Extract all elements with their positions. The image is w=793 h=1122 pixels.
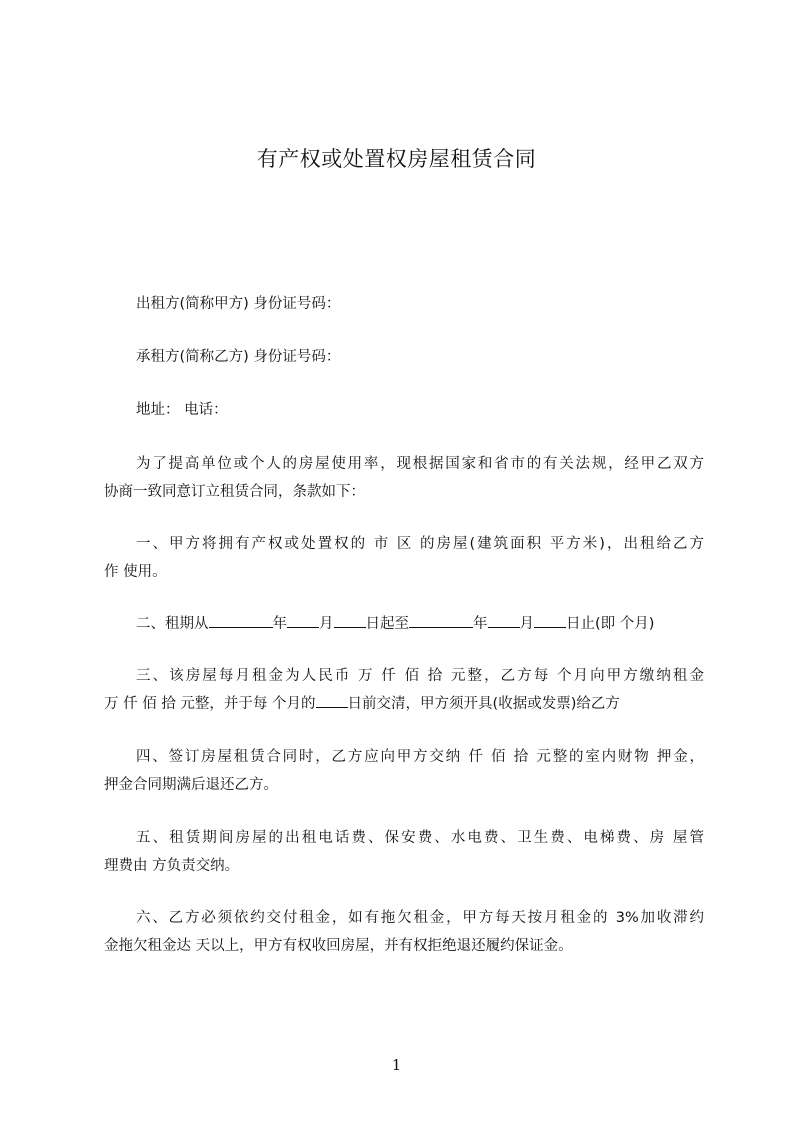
clause-1-line-2: 作 使用。	[104, 564, 167, 580]
lessor-line: 出租方(简称甲方) 身份证号码：	[136, 296, 341, 312]
start-day-blank	[334, 613, 366, 628]
end-year-blank	[409, 613, 473, 628]
clause-6-line-2: 金拖欠租金达 天以上，甲方有权收回房屋，并有权拒绝退还履约保证金。	[104, 938, 573, 954]
page-number: 1	[391, 1056, 402, 1074]
clause-2-year-1: 年	[272, 616, 287, 632]
clause-2-month-1: 月	[319, 616, 334, 632]
clause-6-line-1: 六、乙方必须依约交付租金，如有拖欠租金，甲方每天按月租金的 3%加收滞约	[136, 910, 704, 926]
start-year-blank	[209, 613, 273, 628]
end-month-blank	[488, 613, 520, 628]
end-day-blank	[534, 613, 566, 628]
address-line: 地址： 电话：	[136, 402, 228, 418]
clause-5-line-2: 理费由 方负责交纳。	[104, 858, 240, 874]
clause-3-line-2-prefix: 万 仟 佰 拾 元整，并于每 个月的	[104, 696, 316, 712]
clause-2-line	[136, 612, 736, 633]
document-title: 有产权或处置权房屋租赁合同	[256, 147, 537, 171]
clause-4-line-2: 押金合同期满后退还乙方。	[104, 777, 278, 793]
clause-2-year-2: 年	[473, 616, 488, 632]
intro-line-2: 协商一致同意订立租赁合同，条款如下：	[104, 484, 365, 500]
payment-day-blank	[316, 693, 348, 708]
clause-1-line-1: 一、甲方将拥有产权或处置权的 市 区 的房屋(建筑面积 平方米)，出租给乙方	[136, 536, 704, 552]
clause-3-line-2-suffix: 日前交清，甲方须开具(收据或发票)给乙方	[347, 696, 620, 712]
clause-3-line-1: 三、该房屋每月租金为人民币 万 仟 佰 拾 元整，乙方每 个月向甲方缴纳租金	[136, 668, 704, 684]
start-month-blank	[287, 613, 319, 628]
intro-line-1: 为了提高单位或个人的房屋使用率，现根据国家和省市的有关法规，经甲乙双方	[136, 456, 704, 472]
clause-5-line-1: 五、租赁期间房屋的出租电话费、保安费、水电费、卫生费、电梯费、房 屋管	[136, 830, 704, 846]
clause-2-day-1: 日起至	[365, 616, 409, 632]
lessee-line: 承租方(简称乙方) 身份证号码：	[136, 349, 341, 365]
clause-4-line-1: 四、签订房屋租赁合同时，乙方应向甲方交纳 仟 佰 拾 元整的室内财物 押金，	[136, 749, 704, 765]
clause-2-month-2: 月	[519, 616, 534, 632]
clause-2-prefix: 二、租期从	[136, 616, 209, 632]
clause-2-suffix: 日止(即 个月)	[566, 616, 655, 632]
clause-3-line-2	[104, 692, 704, 713]
